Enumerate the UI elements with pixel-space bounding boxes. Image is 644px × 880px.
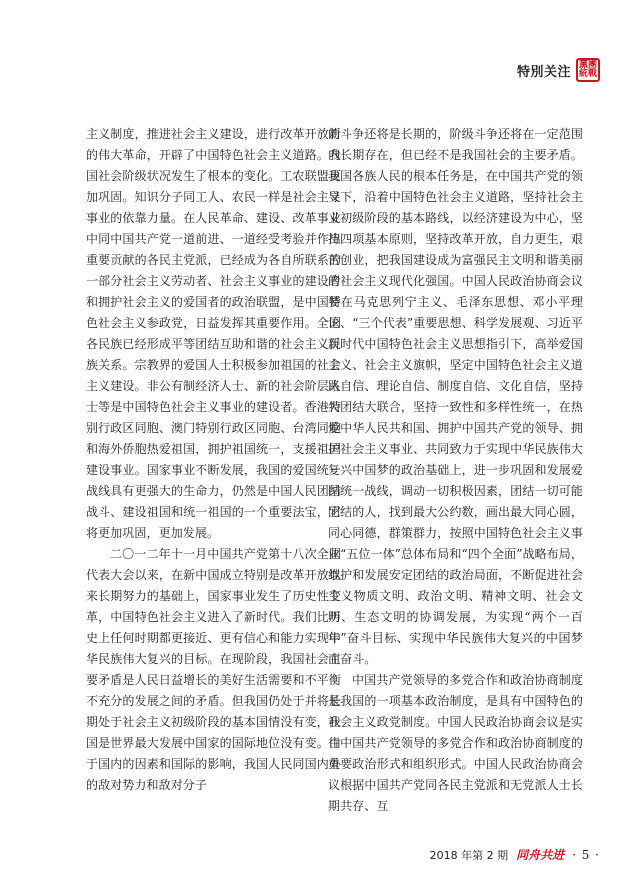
paragraph: 的斗争还将是长期的，阶级斗争还将在一定范围内长期存在，但已经不是我国社会的主要矛盾。我国各族人民的根本任务是，在中国共产党的领导下，沿着中国特色社会主义道路，坚持社会主义初级阶段的基本路线，以经济建设为中心，坚持四项基本原则，坚持改革开放，自力更生，艰苦创业，把我国建设成为富强民主文明和谐美丽的社会主义现代化强国。中国人民政治协商会议要在马克思列宁主义、毛泽东思想、邓小平理论、“三个代表”重要思想、科学发展观、习近平新时代中国特色社会主义思想指引下，高举爱国主义、社会主义旗帜，坚定中国特色社会主义道路自信、理论自信、制度自信、文化自信，坚持大团结大联合，坚持一致性和多样性统一，在热爱中华人民共和国、拥护中国共产党的领导、拥护社会主义事业、共同致力于实现中华民族伟大复兴中国梦的政治基础上，进一步巩固和发展爱国统一战线，调动一切积极因素，团结一切可能团结的人，找到最大公约数，画出最大同心圆，同心同德，群策群力，按照中国特色社会主义事业“五位一体”总体布局和“四个全面”战略布局，维护和发展安定团结的政治局面，不断促进社会主义物质文明、政治文明、精神文明、社会文明、生态文明的协调发展，为实现“两个一百年”奋斗目标、实现中华民族伟大复兴的中国梦而奋斗。 bbox=[328, 127, 583, 666]
paragraph: 主义制度，推进社会主义建设，进行改革开放新的伟大革命，开辟了中国特色社会主义道路。我国社会阶级状况发生了根本的变化。工农联盟更加巩固。知识分子同工人、农民一样是社会主义事业的依靠力量。在人民革命、建设、改革事业中同中国共产党一道前进、一道经受考验并作出重要贡献的各民主党派，已经成为各自所联系的一部分社会主义劳动者、社会主义事业的建设者和拥护社会主义的爱国者的政治联盟，是中国特色社会主义参政党，日益发挥其重要作用。全国各民族已经形成平等团结互助和谐的社会主义民族关系。宗教界的爱国人士积极参加祖国的社会主义建设。非公有制经济人士、新的社会阶层人士等是中国特色社会主义事业的建设者。香港特别行政区同胞、澳门特别行政区同胞、台湾同胞和海外侨胞热爱祖国，拥护祖国统一，支援祖国建设事业。国家事业不断发展，我国的爱国统一战线具有更强大的生命力，仍然是中国人民团结战斗、建设祖国和统一祖国的一个重要法宝，它将更加巩固，更加发展。 bbox=[86, 127, 341, 540]
section-label: 特別关注 bbox=[516, 64, 571, 80]
right-column bbox=[328, 124, 583, 817]
page-footer bbox=[430, 846, 600, 863]
page-number: · 5 · bbox=[572, 847, 600, 862]
issue-label: 2018 年第 2 期 bbox=[429, 848, 509, 862]
seal-char: 黨 bbox=[579, 60, 589, 70]
seal-logo bbox=[576, 58, 600, 82]
seal-char: 團 bbox=[588, 60, 598, 70]
paragraph: 中国共产党领导的多党合作和政治协商制度是我国的一项基本政治制度，是具有中国特色的社会主义政党制度。中国人民政治协商会议是实行中国共产党领导的多党合作和政治协商制度的重要政治形式和组织形式。中国人民政治协商会议根据中国共产党同各民主党派和无党派人士长期共存、互 bbox=[328, 673, 583, 813]
seal-char: 統 bbox=[579, 69, 589, 79]
magazine-brand: 同舟共进 bbox=[516, 848, 565, 862]
section-header bbox=[517, 58, 600, 82]
paragraph: 二〇一二年十一月中国共产党第十八次全国代表大会以来，在新中国成立特别是改革开放以来长期努力的基础上，国家事业发生了历史性变革，中国特色社会主义进入了新时代。我们比历史上任何时期都更接近、更有信心和能力实现中华民族伟大复兴的目标。在现阶段，我国社会主要矛盾是人民日益增长的美好生活需要和不平衡不充分的发展之间的矛盾。但我国仍处于并将长期处于社会主义初级阶段的基本国情没有变，我国是世界最大发展中国家的国际地位没有变。由于国内的因素和国际的影响，我国人民同国内外的敌对势力和敌对分子 bbox=[86, 547, 341, 792]
seal-char: 戰 bbox=[588, 69, 598, 79]
left-column bbox=[86, 124, 341, 796]
